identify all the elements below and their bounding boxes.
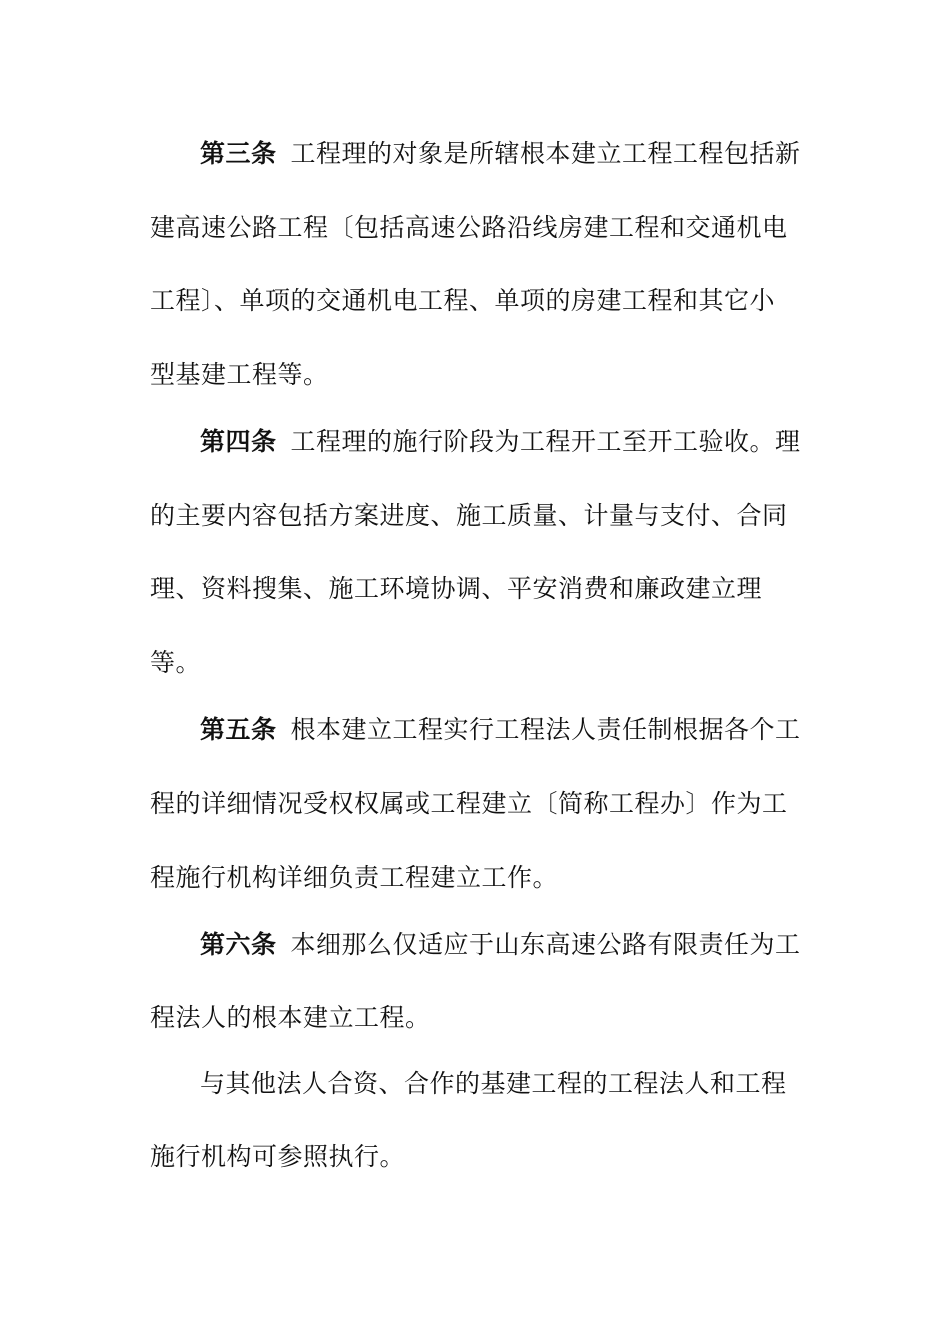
closing-paragraph-line-1: 与其他法人合资、合作的基建工程的工程法人和工程 (200, 1069, 787, 1098)
article-5-text-1: 根本建立工程实行工程法人责任制根据各个工 (290, 715, 801, 744)
article-3-line-2: 建高速公路工程〔包括高速公路沿线房建工程和交通机电 (150, 213, 788, 242)
article-3-text-1: 工程理的对象是所辖根本建立工程工程包括新 (290, 139, 801, 168)
article-3-line-4: 型基建工程等。 (150, 360, 329, 389)
closing-paragraph-line-2: 施行机构可参照执行。 (150, 1142, 406, 1171)
article-4-line-3: 理、资料搜集、施工环境协调、平安消费和廉政建立理 (150, 574, 763, 603)
article-4-line-2: 的主要内容包括方案进度、施工质量、计量与支付、合同 (150, 501, 788, 530)
article-6-text-1: 本细那么仅适应于山东高速公路有限责任为工 (290, 930, 801, 959)
article-4-line-4: 等。 (150, 648, 202, 677)
article-3-line-1 (200, 137, 801, 171)
article-5-line-2: 程的详细情况受权权属或工程建立〔简称工程办〕作为工 (150, 789, 788, 818)
article-6-line-2: 程法人的根本建立工程。 (150, 1003, 431, 1032)
article-3-number: 第三条 (200, 139, 277, 168)
article-4-text-1: 工程理的施行阶段为工程开工至开工验收。理 (290, 427, 801, 456)
article-6-number: 第六条 (200, 930, 277, 959)
article-3-line-3: 工程〕、单项的交通机电工程、单项的房建工程和其它小 (150, 286, 776, 315)
article-5-number: 第五条 (200, 715, 277, 744)
article-5-line-3: 程施行机构详细负责工程建立工作。 (150, 863, 559, 892)
article-6-line-1 (200, 928, 801, 962)
article-4-number: 第四条 (200, 427, 277, 456)
article-5-line-1 (200, 713, 801, 747)
article-4-line-1 (200, 425, 801, 459)
